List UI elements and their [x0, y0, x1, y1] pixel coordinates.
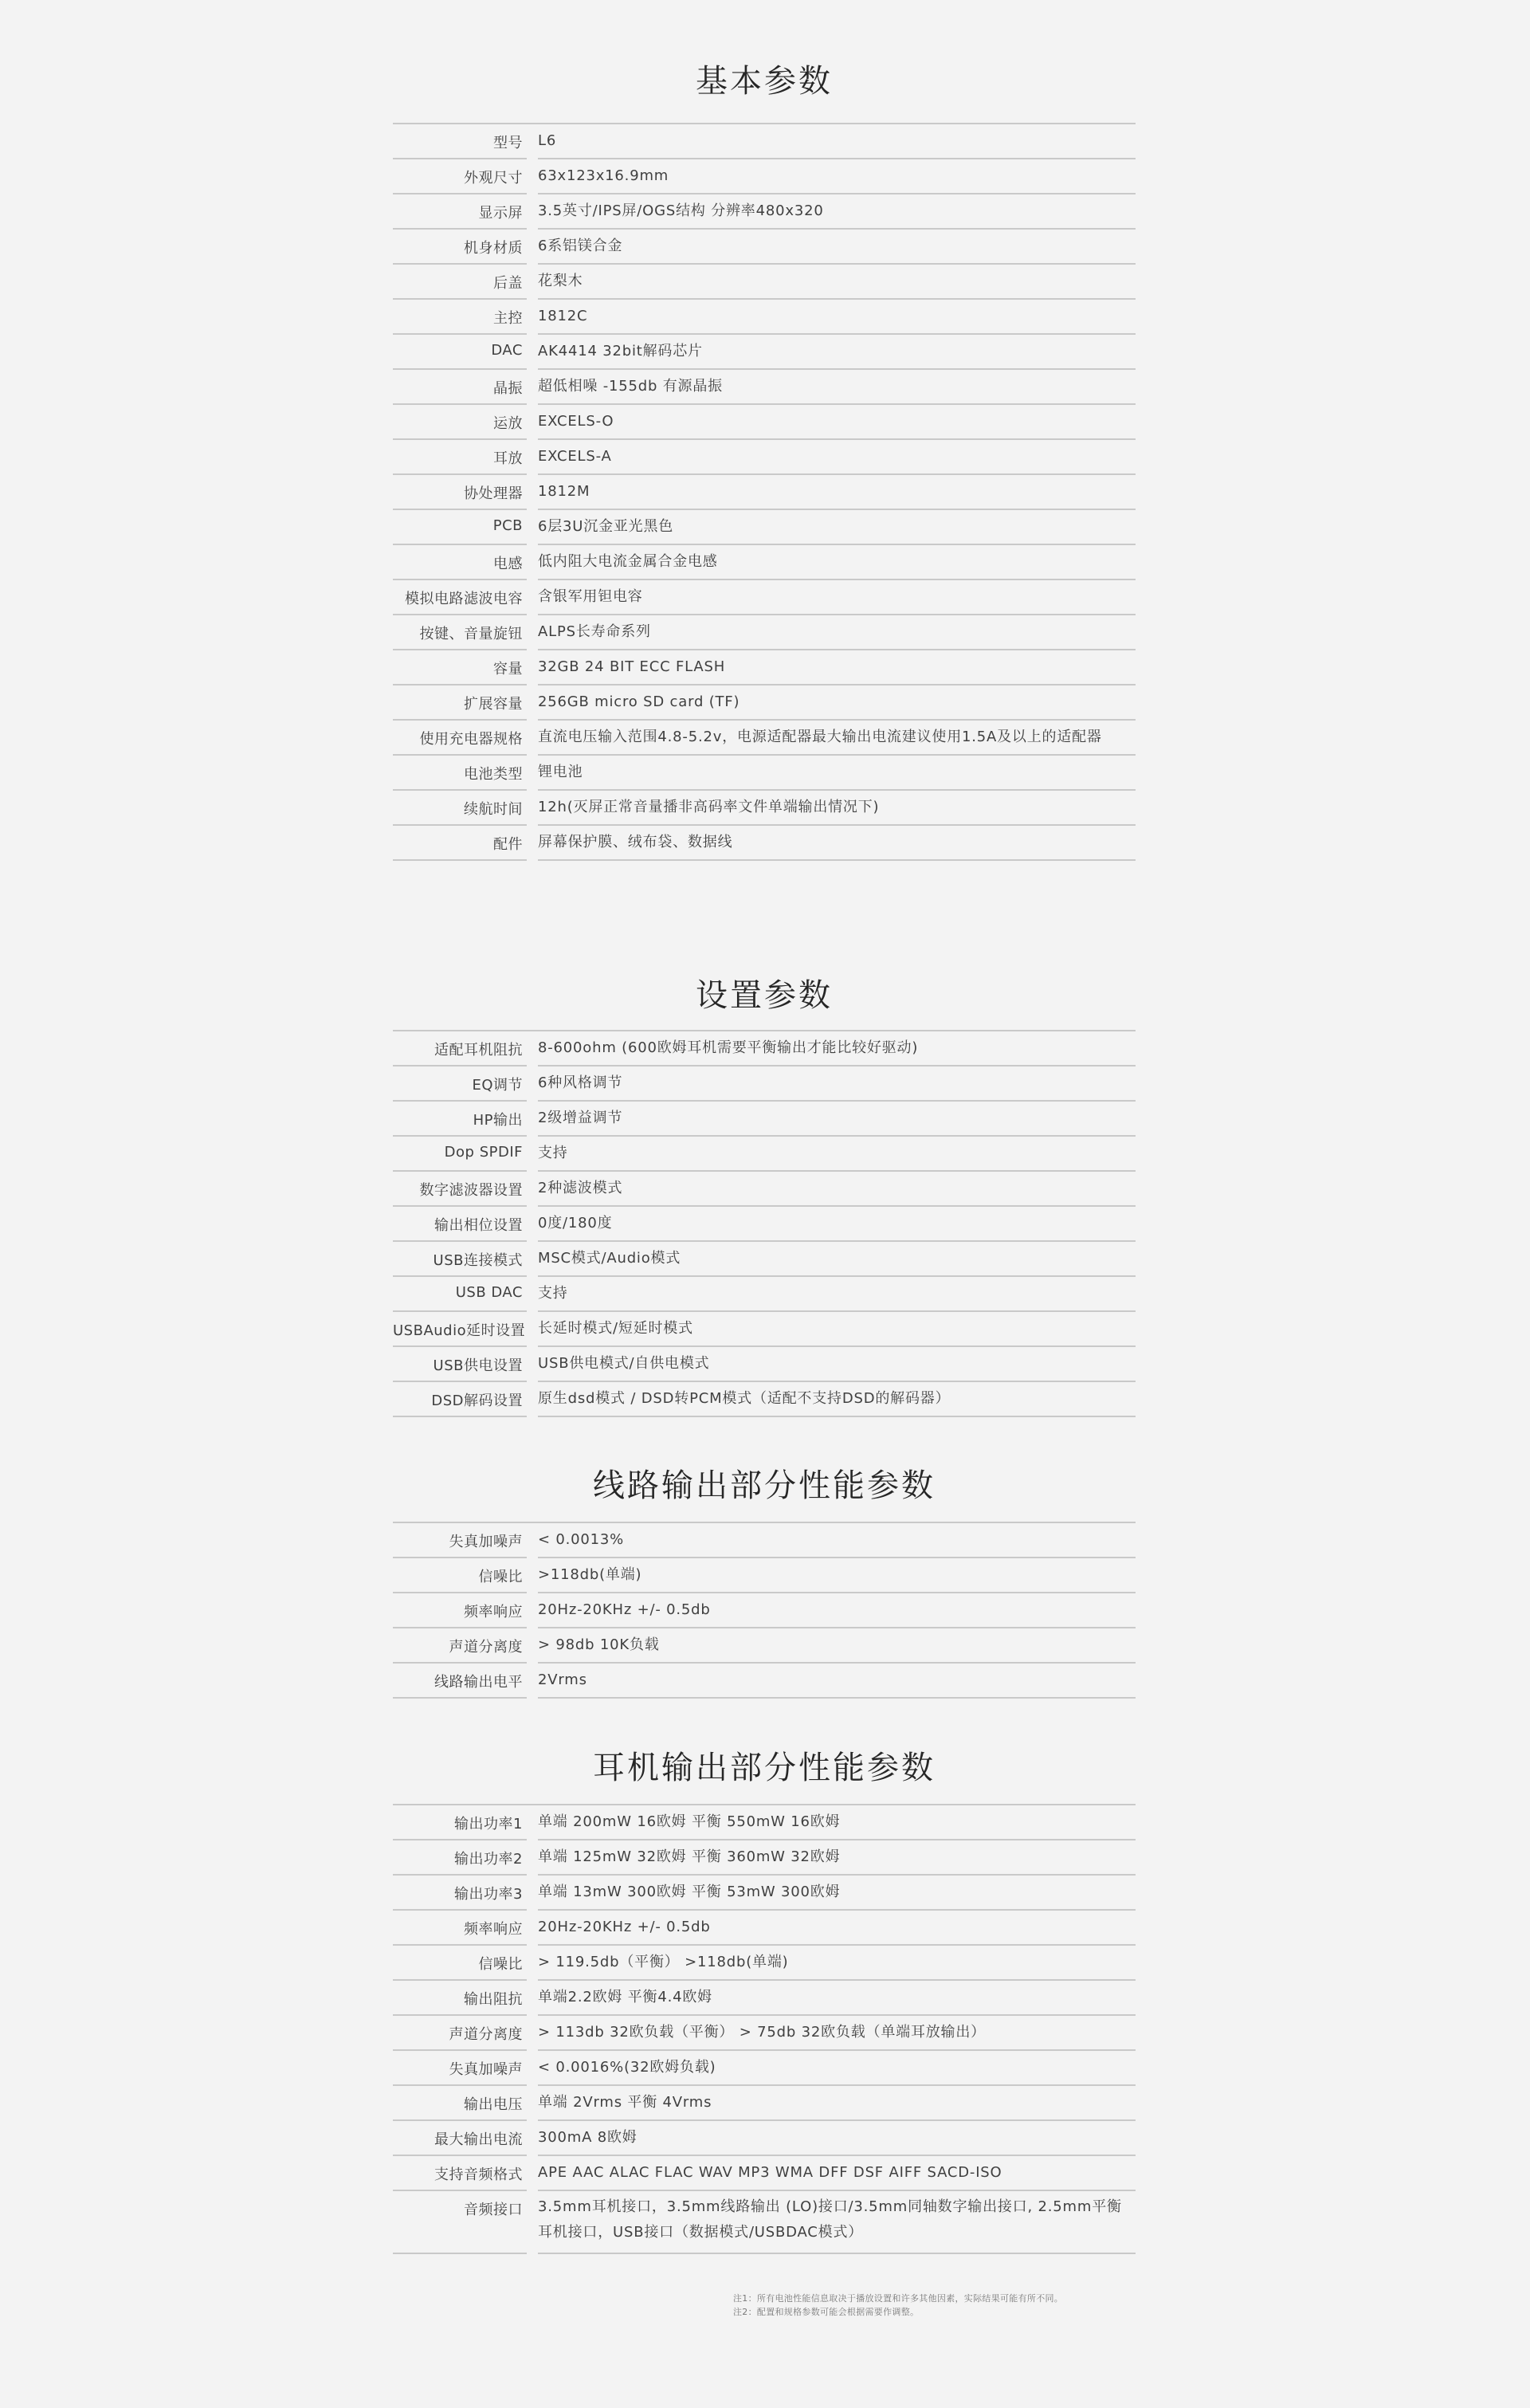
- spec-value: 屏幕保护膜、绒布袋、数据线: [538, 834, 733, 850]
- column-gap: [527, 405, 538, 440]
- spec-value: 支持: [538, 1285, 568, 1302]
- spec-value: 单端 125mW 32欧姆 平衡 360mW 32欧姆: [538, 1848, 841, 1865]
- column-gap: [527, 791, 538, 826]
- spec-label: 输出功率3: [454, 1886, 523, 1903]
- section-title: 线路输出部分性能参数: [593, 1467, 936, 1504]
- spec-table: [393, 1522, 1136, 1699]
- column-gap: [527, 194, 538, 230]
- headphone-out-params-section: [393, 1742, 1136, 2254]
- spec-label: 数字滤波器设置: [419, 1182, 523, 1199]
- column-gap: [527, 2016, 538, 2051]
- table-row: [393, 2156, 1136, 2191]
- spec-value: 单端2.2欧姆 平衡4.4欧姆: [538, 1989, 712, 2005]
- spec-value: 支持: [538, 1145, 568, 1161]
- spec-value: 单端 13mW 300欧姆 平衡 53mW 300欧姆: [538, 1884, 841, 1900]
- spec-value: 12h(灭屏正常音量播非高码率文件单端输出情况下): [538, 799, 880, 815]
- table-row: [393, 2121, 1136, 2156]
- section-title: 设置参数: [696, 977, 833, 1014]
- spec-value: 1812M: [538, 483, 590, 500]
- column-gap: [527, 124, 538, 159]
- table-row: [393, 300, 1136, 335]
- column-gap: [527, 1840, 538, 1876]
- column-gap: [527, 300, 538, 335]
- column-gap: [527, 1523, 538, 1558]
- spec-label: DSD解码设置: [431, 1393, 523, 1409]
- table-row: [393, 580, 1136, 615]
- footnote-2: 注2：配置和规格参数可能会根据需要作调整。: [733, 2307, 920, 2317]
- column-gap: [527, 1031, 538, 1067]
- column-gap: [527, 510, 538, 545]
- column-gap: [527, 1593, 538, 1628]
- column-gap: [527, 721, 538, 756]
- table-row: [393, 1558, 1136, 1593]
- spec-value: L6: [538, 132, 557, 149]
- spec-label: 运放: [493, 415, 523, 432]
- column-gap: [527, 545, 538, 580]
- table-row: [393, 791, 1136, 826]
- spec-value: 2种滤波模式: [538, 1180, 623, 1196]
- column-gap: [527, 1805, 538, 1840]
- spec-label: 频率响应: [464, 1604, 523, 1620]
- table-row: [393, 1347, 1136, 1382]
- spec-label: 声道分离度: [449, 1639, 523, 1656]
- spec-table: [393, 123, 1136, 861]
- basic-params-section: [393, 56, 1136, 861]
- column-gap: [527, 1137, 538, 1172]
- spec-label: 容量: [493, 661, 523, 678]
- column-gap: [527, 1911, 538, 1946]
- spec-value: AK4414 32bit解码芯片: [538, 343, 703, 359]
- section-title: 基本参数: [696, 63, 833, 100]
- table-row: [393, 1137, 1136, 1172]
- column-gap: [527, 1347, 538, 1382]
- spec-value: 长延时模式/短延时模式: [538, 1320, 693, 1337]
- spec-value: 63x123x16.9mm: [538, 167, 669, 184]
- spec-label: PCB: [492, 517, 523, 534]
- footnotes: [733, 2292, 1148, 2319]
- table-row: [393, 475, 1136, 510]
- table-row: [393, 1981, 1136, 2016]
- spec-value: 2Vrms: [538, 1671, 587, 1688]
- table-row: [393, 1067, 1136, 1102]
- spec-label: 输出阻抗: [464, 1991, 523, 2008]
- spec-value: 3.5mm耳机接口，3.5mm线路输出 (LO)接口/3.5mm同轴数字输出接口, 2.5mm平衡耳机接口，USB接口（数据模式/USBDAC模式）: [538, 2198, 1122, 2241]
- spec-value: 花梨木: [538, 273, 583, 289]
- spec-label: 信噪比: [478, 1956, 523, 1973]
- table-row: [393, 370, 1136, 405]
- spec-label: 显示屏: [478, 205, 523, 222]
- spec-label: 型号: [493, 135, 523, 151]
- table-row: [393, 1523, 1136, 1558]
- spec-value: > 98db 10K负载: [538, 1636, 660, 1653]
- column-gap: [527, 2121, 538, 2156]
- table-row: [393, 440, 1136, 475]
- spec-label: 按键、音量旋钮: [419, 626, 523, 642]
- spec-value: 20Hz-20KHz +/- 0.5db: [538, 1601, 711, 1618]
- settings-params-section: [393, 970, 1136, 1417]
- column-gap: [527, 230, 538, 265]
- column-gap: [527, 1664, 538, 1699]
- column-gap: [527, 1067, 538, 1102]
- table-row: [393, 1876, 1136, 1911]
- spec-label: USB供电设置: [433, 1357, 523, 1374]
- table-row: [393, 159, 1136, 194]
- spec-label: 主控: [493, 310, 523, 327]
- spec-value: 低内阻大电流金属合金电感: [538, 553, 718, 570]
- spec-value: 8-600ohm (600欧姆耳机需要平衡输出才能比较好驱动): [538, 1039, 919, 1056]
- table-row: [393, 545, 1136, 580]
- spec-value: 256GB micro SD card (TF): [538, 693, 740, 710]
- column-gap: [527, 756, 538, 791]
- column-gap: [527, 2191, 538, 2254]
- spec-value: ALPS长寿命系列: [538, 623, 651, 640]
- column-gap: [527, 1628, 538, 1664]
- spec-value: 2级增益调节: [538, 1110, 623, 1126]
- table-row: [393, 405, 1136, 440]
- spec-label: 扩展容量: [464, 696, 523, 713]
- spec-label: 频率响应: [464, 1921, 523, 1938]
- table-row: [393, 2086, 1136, 2121]
- spec-table: [393, 1030, 1136, 1417]
- spec-value: APE AAC ALAC FLAC WAV MP3 WMA DFF DSF AIFF SACD-ISO: [538, 2164, 1002, 2181]
- spec-label: 模拟电路滤波电容: [405, 591, 523, 607]
- spec-value: 单端 2Vrms 平衡 4Vrms: [538, 2094, 712, 2111]
- column-gap: [527, 1382, 538, 1417]
- column-gap: [527, 1242, 538, 1277]
- table-row: [393, 2191, 1136, 2254]
- table-row: [393, 1805, 1136, 1840]
- spec-value: 锂电池: [538, 764, 583, 780]
- spec-value: 直流电压输入范围4.8-5.2v，电源适配器最大输出电流建议使用1.5A及以上的适配器: [538, 729, 1102, 745]
- column-gap: [527, 475, 538, 510]
- table-row: [393, 2051, 1136, 2086]
- spec-label: 电感: [493, 556, 523, 572]
- column-gap: [527, 650, 538, 685]
- spec-label: USBAudio延时设置: [393, 1322, 526, 1339]
- table-row: [393, 1946, 1136, 1981]
- spec-value: > 119.5db（平衡） >118db(单端): [538, 1954, 789, 1970]
- table-row: [393, 1277, 1136, 1312]
- spec-label: 协处理器: [464, 485, 523, 502]
- table-row: [393, 1312, 1136, 1347]
- table-row: [393, 826, 1136, 861]
- spec-value: 32GB 24 BIT ECC FLASH: [538, 658, 726, 675]
- spec-label: 失真加噪声: [449, 1534, 523, 1550]
- column-gap: [527, 1207, 538, 1242]
- column-gap: [527, 1102, 538, 1137]
- column-gap: [527, 1558, 538, 1593]
- column-gap: [527, 335, 538, 370]
- column-gap: [527, 1981, 538, 2016]
- spec-label: 失真加噪声: [449, 2061, 523, 2078]
- spec-value: 3.5英寸/IPS屏/OGS结构 分辨率480x320: [538, 202, 824, 219]
- spec-value: 0度/180度: [538, 1215, 613, 1231]
- spec-label: 最大输出电流: [434, 2131, 523, 2148]
- column-gap: [527, 265, 538, 300]
- column-gap: [527, 2156, 538, 2191]
- spec-label: 续航时间: [464, 801, 523, 818]
- column-gap: [527, 2086, 538, 2121]
- spec-value: < 0.0013%: [538, 1531, 625, 1548]
- spec-label: DAC: [491, 342, 523, 359]
- spec-label: 晶振: [493, 380, 523, 397]
- spec-value: 超低相噪 -155db 有源晶振: [538, 378, 723, 395]
- spec-value: EXCELS-A: [538, 448, 612, 465]
- spec-label: 音频接口: [464, 2202, 523, 2218]
- column-gap: [527, 826, 538, 861]
- spec-value: 原生dsd模式 / DSD转PCM模式（适配不支持DSD的解码器）: [538, 1390, 951, 1407]
- footnote-1: 注1：所有电池性能信息取决于播放设置和许多其他因素，实际结果可能有所不同。: [733, 2293, 1064, 2304]
- column-gap: [527, 1172, 538, 1207]
- column-gap: [527, 370, 538, 405]
- spec-label: USB DAC: [455, 1284, 523, 1301]
- table-row: [393, 1031, 1136, 1067]
- spec-value: MSC模式/Audio模式: [538, 1250, 681, 1267]
- spec-value: 单端 200mW 16欧姆 平衡 550mW 16欧姆: [538, 1813, 841, 1830]
- table-row: [393, 1664, 1136, 1699]
- spec-label: 输出电压: [464, 2096, 523, 2113]
- table-row: [393, 1911, 1136, 1946]
- table-row: [393, 124, 1136, 159]
- spec-label: 配件: [493, 836, 523, 853]
- spec-value: > 113db 32欧负载（平衡） > 75db 32欧负载（单端耳放输出）: [538, 2024, 986, 2041]
- spec-value: 6种风格调节: [538, 1074, 623, 1091]
- table-row: [393, 265, 1136, 300]
- spec-value: 300mA 8欧姆: [538, 2129, 638, 2146]
- spec-label: 后盖: [493, 275, 523, 292]
- spec-label: 支持音频格式: [434, 2166, 523, 2183]
- table-row: [393, 685, 1136, 721]
- column-gap: [527, 159, 538, 194]
- table-row: [393, 335, 1136, 370]
- column-gap: [527, 615, 538, 650]
- spec-label: 输出功率2: [454, 1851, 523, 1868]
- column-gap: [527, 1946, 538, 1981]
- column-gap: [527, 580, 538, 615]
- spec-label: 输出功率1: [454, 1816, 523, 1833]
- table-row: [393, 1172, 1136, 1207]
- spec-label: 输出相位设置: [434, 1217, 523, 1234]
- table-row: [393, 1840, 1136, 1876]
- spec-label: USB连接模式: [433, 1252, 523, 1269]
- table-row: [393, 615, 1136, 650]
- table-row: [393, 1242, 1136, 1277]
- spec-label: 适配耳机阻抗: [434, 1042, 523, 1059]
- spec-label: HP输出: [473, 1112, 523, 1129]
- spec-value: 6层3U沉金亚光黑色: [538, 518, 674, 535]
- table-row: [393, 756, 1136, 791]
- spec-label: Dop SPDIF: [444, 1144, 523, 1161]
- spec-value: >118db(单端): [538, 1566, 642, 1583]
- section-title: 耳机输出部分性能参数: [593, 1750, 936, 1786]
- spec-value: 1812C: [538, 308, 588, 324]
- table-row: [393, 230, 1136, 265]
- spec-label: 信噪比: [478, 1569, 523, 1585]
- table-row: [393, 721, 1136, 756]
- table-row: [393, 1382, 1136, 1417]
- table-row: [393, 1628, 1136, 1664]
- spec-label: 声道分离度: [449, 2026, 523, 2043]
- spec-label: EQ调节: [472, 1077, 523, 1094]
- spec-table: [393, 1804, 1136, 2254]
- column-gap: [527, 1876, 538, 1911]
- spec-value: 6系铝镁合金: [538, 238, 623, 254]
- table-row: [393, 2016, 1136, 2051]
- spec-value: < 0.0016%(32欧姆负载): [538, 2059, 716, 2076]
- column-gap: [527, 685, 538, 721]
- spec-label: 线路输出电平: [434, 1674, 523, 1691]
- column-gap: [527, 1277, 538, 1312]
- table-row: [393, 1102, 1136, 1137]
- table-row: [393, 510, 1136, 545]
- line-out-params-section: [393, 1460, 1136, 1699]
- spec-label: 使用充电器规格: [419, 731, 523, 748]
- spec-label: 耳放: [493, 450, 523, 467]
- table-row: [393, 194, 1136, 230]
- spec-label: 外观尺寸: [464, 170, 523, 187]
- table-row: [393, 650, 1136, 685]
- spec-label: 电池类型: [464, 766, 523, 783]
- spec-value: EXCELS-O: [538, 413, 614, 430]
- column-gap: [527, 2051, 538, 2086]
- table-row: [393, 1207, 1136, 1242]
- spec-label: 机身材质: [464, 240, 523, 257]
- column-gap: [527, 1312, 538, 1347]
- column-gap: [527, 440, 538, 475]
- spec-value: USB供电模式/自供电模式: [538, 1355, 710, 1372]
- spec-value: 20Hz-20KHz +/- 0.5db: [538, 1919, 711, 1935]
- spec-value: 含银军用钽电容: [538, 588, 643, 605]
- table-row: [393, 1593, 1136, 1628]
